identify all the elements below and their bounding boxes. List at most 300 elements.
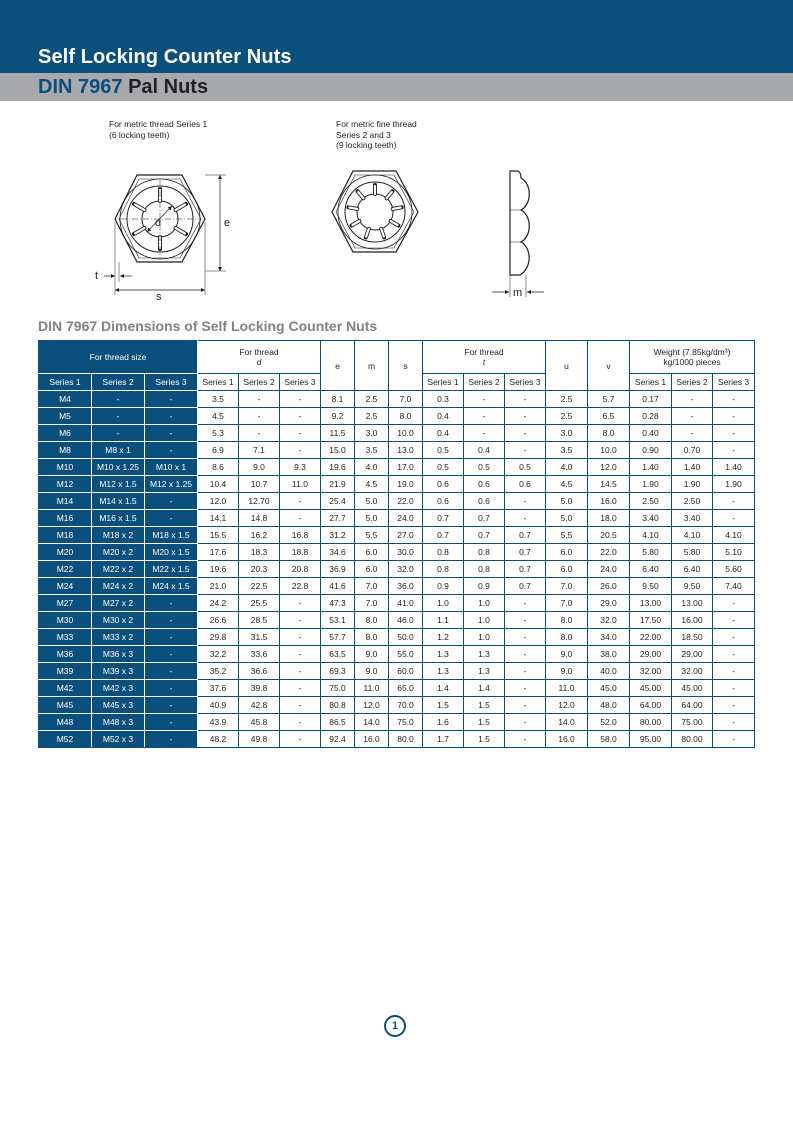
table-cell: - (713, 510, 755, 527)
table-cell: 1.3 (464, 646, 505, 663)
nut-side-view-drawing (492, 171, 544, 297)
table-cell: 1.3 (464, 663, 505, 680)
table-cell: 20.3 (239, 561, 280, 578)
table-cell: 17.50 (630, 612, 672, 629)
table-cell: M30 (39, 612, 92, 629)
table-cell: 19.6 (198, 561, 239, 578)
table-cell: 65.0 (389, 680, 423, 697)
table-cell: M48 x 3 (92, 714, 145, 731)
table-cell: 20.5 (588, 527, 630, 544)
header-line: t (482, 357, 486, 367)
table-cell: 36.0 (389, 578, 423, 595)
table-cell: 80.00 (672, 731, 713, 748)
table-cell: 2.5 (546, 391, 588, 408)
table-cell: 32.0 (588, 612, 630, 629)
table-row (39, 510, 755, 527)
header-line: d (256, 357, 262, 367)
table-cell: - (713, 663, 755, 680)
table-cell: 60.0 (389, 663, 423, 680)
table-cell: 11.0 (546, 680, 588, 697)
subheader: Series 3 (145, 374, 198, 391)
table-cell: 14.0 (355, 714, 389, 731)
table-cell: 5.80 (630, 544, 672, 561)
table-cell: 0.70 (672, 442, 713, 459)
table-cell: 7.0 (355, 595, 389, 612)
table-cell: 40.0 (588, 663, 630, 680)
table-cell: 45.00 (630, 680, 672, 697)
table-cell: - (145, 714, 198, 731)
table-cell: M24 (39, 578, 92, 595)
table-cell: 14.0 (546, 714, 588, 731)
table-cell: 16.2 (239, 527, 280, 544)
table-cell: 16.8 (280, 527, 321, 544)
table-cell: 9.3 (280, 459, 321, 476)
table-cell: 0.7 (505, 544, 546, 561)
caption-line: For metric fine thread (336, 119, 417, 129)
table-cell: - (280, 714, 321, 731)
table-cell: 1.0 (464, 595, 505, 612)
table-cell: - (713, 629, 755, 646)
table-cell: - (505, 629, 546, 646)
table-cell: M10 x 1 (145, 459, 198, 476)
table-cell: M12 (39, 476, 92, 493)
table-cell: - (713, 646, 755, 663)
table-cell: 0.5 (464, 459, 505, 476)
table-cell: 21.9 (321, 476, 355, 493)
table-cell: 1.7 (423, 731, 464, 748)
table-cell: 0.6 (464, 493, 505, 510)
table-cell: 27.0 (389, 527, 423, 544)
table-cell: 49.8 (239, 731, 280, 748)
table-cell: - (713, 425, 755, 442)
table-cell: 18.0 (588, 510, 630, 527)
table-cell: 7.1 (239, 442, 280, 459)
table-cell: 1.1 (423, 612, 464, 629)
table-cell: 0.6 (423, 476, 464, 493)
table-cell: 6.5 (588, 408, 630, 425)
table-cell: - (145, 510, 198, 527)
table-cell: 0.28 (630, 408, 672, 425)
table-cell: 7.0 (389, 391, 423, 408)
table-row (39, 493, 755, 510)
table-cell: 6.9 (198, 442, 239, 459)
table-cell: 6.40 (630, 561, 672, 578)
table-cell: 8.0 (546, 612, 588, 629)
table-cell: 8.0 (546, 629, 588, 646)
table-cell: - (464, 425, 505, 442)
table-cell: M12 x 1.5 (92, 476, 145, 493)
col-group-thread-size: For thread size (39, 341, 198, 374)
table-cell: - (280, 663, 321, 680)
table-cell: M24 x 1.5 (145, 578, 198, 595)
table-cell: 5.0 (546, 510, 588, 527)
table-cell: M45 x 3 (92, 697, 145, 714)
table-cell: 40.9 (198, 697, 239, 714)
table-cell: 9.0 (239, 459, 280, 476)
table-cell: 1.3 (423, 646, 464, 663)
table-cell: - (464, 391, 505, 408)
table-cell: - (145, 680, 198, 697)
caption-line: (9 locking teeth) (336, 140, 397, 150)
table-cell: M14 (39, 493, 92, 510)
table-cell: 45.0 (588, 680, 630, 697)
subheader: Series 1 (198, 374, 239, 391)
table-cell: 22.8 (280, 578, 321, 595)
table-cell: - (505, 408, 546, 425)
table-cell: 5.0 (355, 493, 389, 510)
table-cell: 1.40 (630, 459, 672, 476)
table-cell: - (505, 442, 546, 459)
table-cell: 0.8 (464, 561, 505, 578)
table-cell: - (505, 595, 546, 612)
table-cell: 18.8 (280, 544, 321, 561)
table-cell: 5.5 (546, 527, 588, 544)
table-cell: 38.0 (588, 646, 630, 663)
table-cell: 1.0 (423, 595, 464, 612)
table-cell: M22 x 2 (92, 561, 145, 578)
table-cell: 0.8 (423, 544, 464, 561)
table-cell: 5.80 (672, 544, 713, 561)
table-cell: M42 x 3 (92, 680, 145, 697)
table-cell: 8.0 (355, 629, 389, 646)
table-cell: - (280, 680, 321, 697)
table-cell: 1.5 (423, 697, 464, 714)
table-cell: 1.2 (423, 629, 464, 646)
table-cell: - (145, 629, 198, 646)
table-cell: - (672, 425, 713, 442)
table-cell: 39.8 (239, 680, 280, 697)
table-cell: - (280, 731, 321, 748)
table-cell: - (505, 714, 546, 731)
table-cell: - (505, 697, 546, 714)
table-cell: - (505, 663, 546, 680)
table-cell: M16 (39, 510, 92, 527)
table-cell: 10.0 (588, 442, 630, 459)
table-cell: 75.0 (389, 714, 423, 731)
table-cell: - (92, 391, 145, 408)
table-cell: 8.0 (389, 408, 423, 425)
table-cell: 16.00 (672, 612, 713, 629)
table-cell: 0.7 (423, 510, 464, 527)
table-row (39, 595, 755, 612)
table-cell: - (280, 612, 321, 629)
table-cell: 9.50 (630, 578, 672, 595)
col-s: s (389, 341, 423, 391)
table-cell: 63.5 (321, 646, 355, 663)
table-cell: M8 (39, 442, 92, 459)
table-cell: 6.0 (355, 544, 389, 561)
table-cell: - (280, 697, 321, 714)
table-cell: - (239, 391, 280, 408)
table-row (39, 680, 755, 697)
table-header-row (39, 341, 755, 374)
table-cell: 6.40 (672, 561, 713, 578)
subheader: Series 1 (630, 374, 672, 391)
table-row (39, 578, 755, 595)
table-cell: 15.0 (321, 442, 355, 459)
table-cell: M36 x 3 (92, 646, 145, 663)
table-cell: 12.0 (198, 493, 239, 510)
table-cell: 25.5 (239, 595, 280, 612)
table-cell: 3.5 (355, 442, 389, 459)
col-group-thread-t (423, 341, 546, 374)
table-cell: 1.6 (423, 714, 464, 731)
table-cell: 7.0 (546, 578, 588, 595)
table-cell: 5.10 (713, 544, 755, 561)
table-cell: M6 (39, 425, 92, 442)
table-cell: M16 x 1.5 (92, 510, 145, 527)
table-cell: M33 (39, 629, 92, 646)
table-cell: 70.0 (389, 697, 423, 714)
header-line: For thread (239, 347, 279, 357)
table-cell: - (145, 646, 198, 663)
table-cell: - (145, 731, 198, 748)
table-cell: 0.4 (423, 408, 464, 425)
table-cell: 46.0 (389, 612, 423, 629)
table-cell: 11.5 (321, 425, 355, 442)
subheader: Series 1 (423, 374, 464, 391)
table-cell: 21.0 (198, 578, 239, 595)
table-cell: 0.7 (464, 527, 505, 544)
table-cell: M52 x 3 (92, 731, 145, 748)
table-row (39, 731, 755, 748)
table-cell: 4.10 (630, 527, 672, 544)
table-cell: 37.6 (198, 680, 239, 697)
table-cell: 12.0 (546, 697, 588, 714)
table-cell: 27.7 (321, 510, 355, 527)
table-cell: 35.2 (198, 663, 239, 680)
table-cell: 0.8 (464, 544, 505, 561)
caption-line: (6 locking teeth) (109, 129, 170, 140)
table-cell: M52 (39, 731, 92, 748)
col-v: v (588, 341, 630, 391)
table-cell: 28.5 (239, 612, 280, 629)
table-cell: - (713, 714, 755, 731)
table-cell: 13.00 (672, 595, 713, 612)
table-cell: 2.50 (630, 493, 672, 510)
table-cell: 4.0 (355, 459, 389, 476)
table-cell: 1.40 (672, 459, 713, 476)
table-cell: 13.0 (389, 442, 423, 459)
table-cell: 1.40 (713, 459, 755, 476)
table-cell: 86.5 (321, 714, 355, 731)
label-e: e (224, 217, 231, 229)
page-title: Self Locking Counter Nuts (38, 46, 292, 68)
table-cell: 9.50 (672, 578, 713, 595)
table-cell: 5.5 (355, 527, 389, 544)
table-cell: M4 (39, 391, 92, 408)
table-cell: - (280, 510, 321, 527)
table-cell: 3.0 (355, 425, 389, 442)
table-cell: 45.00 (672, 680, 713, 697)
table-cell: - (280, 629, 321, 646)
subtitle-code: DIN 7967 (38, 76, 123, 98)
header-line: Weight (7.85kg/dm³) (653, 347, 731, 357)
table-cell: 75.00 (672, 714, 713, 731)
table-cell: - (145, 493, 198, 510)
table-cell: 6.0 (546, 544, 588, 561)
table-cell: M8 x 1 (92, 442, 145, 459)
table-cell: 18.50 (672, 629, 713, 646)
table-cell: - (505, 680, 546, 697)
table-cell: - (145, 663, 198, 680)
table-cell: 19.6 (321, 459, 355, 476)
table-cell: - (713, 697, 755, 714)
nut-6-teeth-drawing (104, 175, 226, 295)
table-cell: - (505, 612, 546, 629)
table-cell: 36.6 (239, 663, 280, 680)
table-cell: M36 (39, 646, 92, 663)
table-cell: 1.90 (713, 476, 755, 493)
table-cell: - (145, 612, 198, 629)
table-row (39, 425, 755, 442)
table-cell: 95.00 (630, 731, 672, 748)
table-cell: - (92, 425, 145, 442)
table-cell: - (92, 408, 145, 425)
table-cell: - (672, 391, 713, 408)
table-cell: 34.0 (588, 629, 630, 646)
table-cell: M20 x 2 (92, 544, 145, 561)
table-cell: 9.0 (355, 646, 389, 663)
nut-9-teeth-drawing (332, 171, 418, 252)
table-cell: 58.0 (588, 731, 630, 748)
table-cell: 7.40 (713, 578, 755, 595)
subheader: Series 1 (39, 374, 92, 391)
table-cell: 42.8 (239, 697, 280, 714)
table-cell: 53.1 (321, 612, 355, 629)
table-cell: 3.5 (546, 442, 588, 459)
table-cell: 7.0 (355, 578, 389, 595)
table-row (39, 544, 755, 561)
table-cell: 1.4 (464, 680, 505, 697)
table-cell: - (713, 680, 755, 697)
table-cell: 80.8 (321, 697, 355, 714)
table-cell: - (145, 408, 198, 425)
table-cell: 22.00 (630, 629, 672, 646)
table-cell: 13.00 (630, 595, 672, 612)
table-row (39, 612, 755, 629)
table-cell: M39 x 3 (92, 663, 145, 680)
table-cell: 6.0 (355, 561, 389, 578)
table-cell: 29.0 (588, 595, 630, 612)
section-title: DIN 7967 Dimensions of Self Locking Counter Nuts (38, 318, 378, 334)
header-line: For thread (464, 347, 504, 357)
table-cell: 8.0 (588, 425, 630, 442)
table-cell: 41.0 (389, 595, 423, 612)
table-cell: 10.0 (389, 425, 423, 442)
table-cell: - (505, 425, 546, 442)
table-cell: - (505, 731, 546, 748)
table-cell: M18 x 1.5 (145, 527, 198, 544)
subtitle-rest: Pal Nuts (128, 76, 209, 98)
table-cell: - (505, 391, 546, 408)
table-cell: 4.0 (546, 459, 588, 476)
table-row (39, 476, 755, 493)
subheader: Series 2 (92, 374, 145, 391)
table-cell: 20.8 (280, 561, 321, 578)
table-cell: 0.3 (423, 391, 464, 408)
table-cell: 1.3 (423, 663, 464, 680)
table-cell: 33.6 (239, 646, 280, 663)
table-cell: 12.0 (355, 697, 389, 714)
table-cell: M20 (39, 544, 92, 561)
page-number: 1 (384, 1015, 406, 1037)
table-cell: 16.0 (546, 731, 588, 748)
table-cell: 30.0 (389, 544, 423, 561)
table-cell: 64.00 (672, 697, 713, 714)
table-cell: 2.5 (546, 408, 588, 425)
table-cell: M18 (39, 527, 92, 544)
table-cell: 0.90 (630, 442, 672, 459)
table-cell: 29.00 (672, 646, 713, 663)
table-cell: 0.9 (423, 578, 464, 595)
table-cell: 4.10 (713, 527, 755, 544)
col-group-thread-d (198, 341, 321, 374)
table-cell: 16.0 (588, 493, 630, 510)
subheader: Series 3 (505, 374, 546, 391)
table-cell: 2.50 (672, 493, 713, 510)
subheader: Series 2 (672, 374, 713, 391)
table-cell: - (145, 425, 198, 442)
table-cell: 0.40 (630, 425, 672, 442)
table-cell: 12.70 (239, 493, 280, 510)
table-cell: 8.1 (321, 391, 355, 408)
table-cell: M20 x 1.5 (145, 544, 198, 561)
table-cell: 19.0 (389, 476, 423, 493)
table-cell: M33 x 2 (92, 629, 145, 646)
label-t: t (95, 270, 99, 282)
table-cell: M10 (39, 459, 92, 476)
table-cell: 12.0 (588, 459, 630, 476)
table-cell: - (713, 408, 755, 425)
col-u: u (546, 341, 588, 391)
table-cell: - (239, 408, 280, 425)
table-cell: 14.5 (588, 476, 630, 493)
table-cell: 2.5 (355, 408, 389, 425)
table-cell: 45.8 (239, 714, 280, 731)
label-d: d (155, 217, 162, 229)
table-cell: 5.7 (588, 391, 630, 408)
table-cell: M24 x 2 (92, 578, 145, 595)
table-cell: 14.1 (198, 510, 239, 527)
table-cell: 16.0 (355, 731, 389, 748)
subheader: Series 3 (280, 374, 321, 391)
header-line: kg/1000 pieces (663, 357, 721, 367)
table-row (39, 408, 755, 425)
table-cell: 0.7 (505, 578, 546, 595)
table-cell: 4.10 (672, 527, 713, 544)
table-cell: - (713, 595, 755, 612)
table-cell: 0.7 (464, 510, 505, 527)
table-cell: 64.00 (630, 697, 672, 714)
table-cell: - (672, 408, 713, 425)
table-cell: 0.6 (464, 476, 505, 493)
caption-line: For metric thread Series 1 (109, 119, 208, 129)
table-cell: 9.0 (546, 663, 588, 680)
table-cell: 5.0 (355, 510, 389, 527)
table-cell: 32.00 (672, 663, 713, 680)
table-cell: 4.5 (546, 476, 588, 493)
table-cell: 9.0 (546, 646, 588, 663)
table-cell: 29.8 (198, 629, 239, 646)
table-cell: M12 x 1.25 (145, 476, 198, 493)
caption-line: Series 2 and 3 (336, 129, 391, 140)
table-cell: 0.7 (505, 561, 546, 578)
table-cell: - (280, 442, 321, 459)
table-cell: 1.4 (423, 680, 464, 697)
table-cell: 5.60 (713, 561, 755, 578)
table-cell: - (464, 408, 505, 425)
